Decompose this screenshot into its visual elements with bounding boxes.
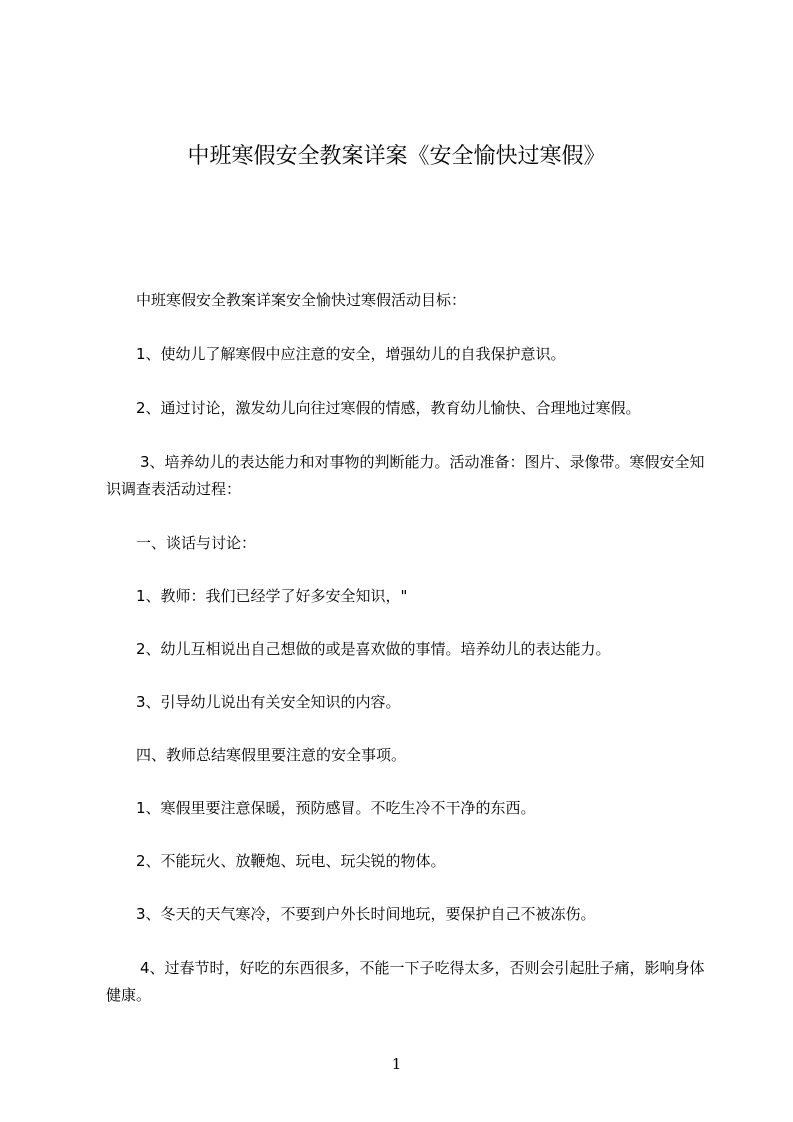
paragraph-goal-1: 1、使幼儿了解寒假中应注意的安全，增强幼儿的自我保护意识。 <box>136 345 566 363</box>
paragraph-step-3: 3、引导幼儿说出有关安全知识的内容。 <box>136 693 401 711</box>
paragraph-goal-2: 2、通过讨论，激发幼儿向往过寒假的情感，教育幼儿愉快、合理地过寒假。 <box>136 399 641 417</box>
paragraph-objectives-heading: 中班寒假安全教案详案安全愉快过寒假活动目标： <box>136 291 467 309</box>
paragraph-safety-1: 1、寒假里要注意保暖，预防感冒。不吃生冷不干净的东西。 <box>136 799 536 817</box>
paragraph-goal-3: 3、培养幼儿的表达能力和对事物的判断能力。活动准备：图片、录像带。寒假安全知识调查表活动过程： <box>106 453 705 498</box>
paragraph-step-1: 1、教师：我们已经学了好多安全知识，" <box>136 587 408 605</box>
document-title: 中班寒假安全教案详案《安全愉快过寒假》 <box>187 144 606 169</box>
paragraph-safety-4: 4、过春节时，好吃的东西很多，不能一下子吃得太多，否则会引起肚子痛，影响身体健康。 <box>106 959 705 1004</box>
paragraph-section-1-heading: 一、谈话与讨论： <box>136 534 257 552</box>
paragraph-safety-3: 3、冬天的天气寒冷，不要到户外长时间地玩，要保护自己不被冻伤。 <box>136 905 596 923</box>
page-number: 1 <box>391 1055 402 1073</box>
paragraph-section-4-heading: 四、教师总结寒假里要注意的安全事项。 <box>136 746 407 764</box>
paragraph-step-2: 2、幼儿互相说出自己想做的或是喜欢做的事情。培养幼儿的表达能力。 <box>136 640 611 658</box>
paragraph-safety-2: 2、不能玩火、放鞭炮、玩电、玩尖锐的物体。 <box>136 852 446 870</box>
